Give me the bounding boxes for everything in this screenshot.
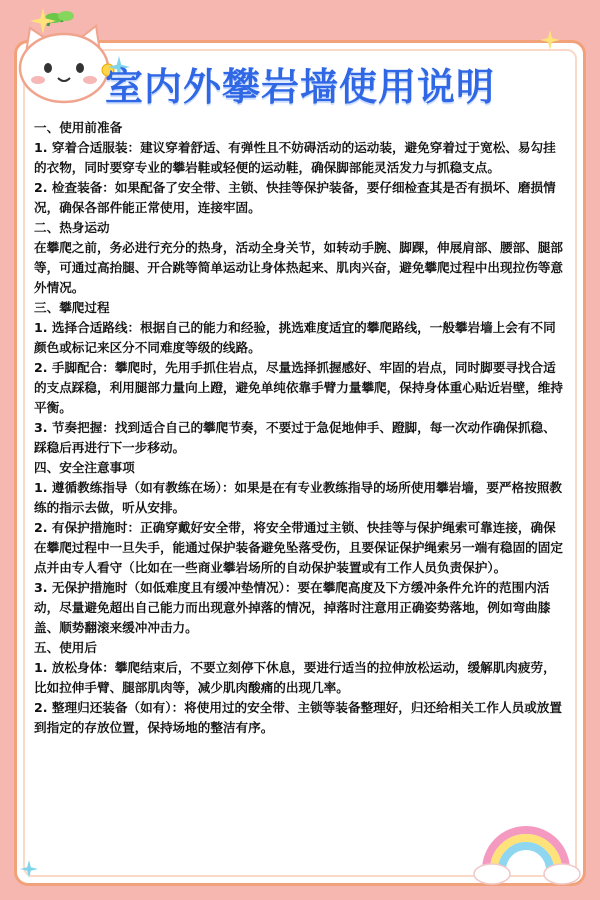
paragraph: 1. 遵循教练指导（如有教练在场）：如果是在有专业教练指导的场所使用攀岩墙，要严格按照教练的指示去做，听从安排。	[34, 480, 562, 515]
rainbow-cloud-icon	[466, 790, 586, 890]
sparkle-icon	[540, 30, 560, 50]
paragraph: 3. 无保护措施时（如低难度且有缓冲垫情况）：要在攀爬高度及下方缓冲条件允许的范围内活动，尽量避免超出自己能力而出现意外掉落的情况，掉落时注意用正确姿势落地，例如弯曲膝盖、顺势翻滚来缓冲冲击力。	[34, 580, 551, 635]
section-heading: 一、使用前准备	[34, 120, 123, 135]
section-heading: 三、攀爬过程	[34, 300, 110, 315]
paragraph: 3. 节奏把握：找到适合自己的攀爬节奏，不要过于急促地伸手、蹬脚，每一次动作确保抓稳、踩稳后再进行下一步移动。	[34, 420, 556, 455]
paragraph: 2. 手脚配合：攀爬时，先用手抓住岩点，尽量选择抓握感好、牢固的岩点，同时脚要寻找合适的支点踩稳，利用腿部力量向上蹬，避免单纯依靠手臂力量攀爬，保持身体重心贴近岩壁，维持平衡。	[34, 360, 563, 415]
paragraph: 1. 穿着合适服装：建议穿着舒适、有弹性且不妨碍活动的运动装，避免穿着过于宽松、易勾挂的衣物，同时要穿专业的攀岩鞋或轻便的运动鞋，确保脚部能灵活发力与抓稳支点。	[34, 140, 556, 175]
section-heading: 四、安全注意事项	[34, 460, 135, 475]
page-title: 室内外攀岩墙使用说明	[104, 65, 495, 109]
paragraph: 1. 选择合适路线：根据自己的能力和经验，挑选难度适宜的攀爬路线，一般攀岩墙上会有不同颜色或标记来区分不同难度等级的线路。	[34, 320, 556, 355]
paragraph: 2. 有保护措施时：正确穿戴好安全带，将安全带通过主锁、快挂等与保护绳索可靠连接，确保在攀爬过程中一旦失手，能通过保护装备避免坠落受伤，且要保证保护绳索另一端有稳固的固定点并由专人看守（比如在一些商业攀岩场所的自动保护装置或有工作人员负责保护）。	[34, 520, 563, 575]
sparkle-icon	[20, 860, 38, 878]
paragraph: 在攀爬之前，务必进行充分的热身，活动全身关节，如转动手腕、脚踝，伸展肩部、腰部、腿部等，可通过高抬腿、开合跳等简单运动让身体热起来、肌肉兴奋，避免攀爬过程中出现拉伤等意外情况。	[34, 240, 563, 295]
document-body	[34, 118, 568, 738]
sparkle-icon	[30, 8, 56, 34]
paragraph: 2. 检查装备：如果配备了安全带、主锁、快挂等保护装备，要仔细检查其是否有损坏、磨损情况，确保各部件能正常使用，连接牢固。	[34, 180, 556, 215]
section-heading: 五、使用后	[34, 640, 97, 655]
paragraph: 1. 放松身体：攀爬结束后，不要立刻停下休息，要进行适当的拉伸放松运动，缓解肌肉疲劳，比如拉伸手臂、腿部肌肉等，减少肌肉酸痛的出现几率。	[34, 660, 556, 695]
section-heading: 二、热身运动	[34, 220, 110, 235]
paragraph: 2. 整理归还装备（如有）：将使用过的安全带、主锁等装备整理好，归还给相关工作人员或放置到指定的存放位置，保持场地的整洁有序。	[34, 700, 562, 735]
